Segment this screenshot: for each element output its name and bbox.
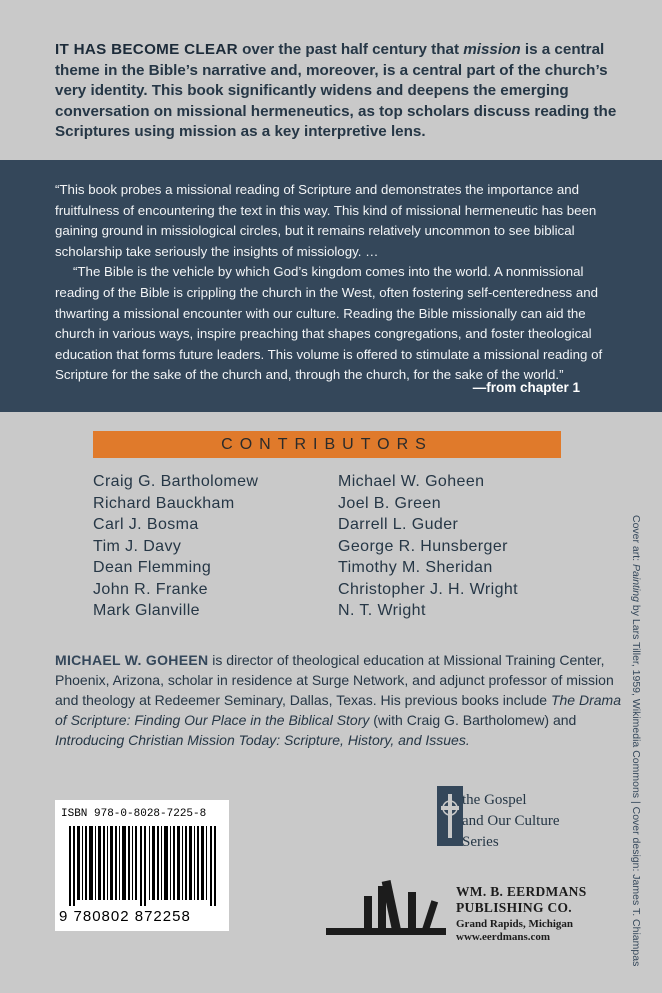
intro-lead: IT HAS BECOME CLEAR <box>55 41 238 58</box>
contributor-name: John R. Franke <box>93 580 208 598</box>
barcode-digits: 9 780802 872258 <box>59 908 191 925</box>
contributor-name: Richard Bauckham <box>93 494 235 512</box>
contributor-name: Joel B. Green <box>338 494 442 512</box>
isbn-number: ISBN 978-0-8028-7225-8 <box>61 808 207 820</box>
publisher-name-1: WM. B. EERDMANS <box>456 884 587 899</box>
contributor-name: Darrell L. Guder <box>338 516 459 533</box>
cover-art-title: Painting <box>630 564 642 602</box>
book-title-1: The Drama of Scripture: Finding Our Place in the Biblical Story <box>55 692 621 728</box>
quote-paragraph-1: “This book probes a missional reading of Scripture and demonstrates the importance and fruitfulness of encountering the text in this way. This kind of missional hermeneutic has been gaining ground in missiological circles, but it remains relatively uncommon to see biblical scholarship take seriously the insights of missiology. … <box>55 182 597 259</box>
cover-art-label: Cover art: <box>630 515 642 565</box>
contributor-name: Tim J. Davy <box>93 537 182 555</box>
book-title-2: Introducing Christian Mission Today: Scripture, History, and Issues. <box>55 732 470 748</box>
series-name <box>462 790 559 853</box>
cover-design-credit: Cover design: James T. Chiampas <box>630 806 642 967</box>
series-cross-icon <box>437 786 463 846</box>
contributors-heading: CONTRIBUTORS <box>93 431 561 458</box>
isbn-barcode <box>55 800 229 931</box>
author-name: MICHAEL W. GOHEEN <box>55 652 209 668</box>
cover-credits <box>630 515 642 966</box>
publisher-url: www.eerdmans.com <box>456 931 551 943</box>
bio-text-2: (with Craig G. Bartholomew) and <box>369 712 577 728</box>
credit-separator: | <box>630 798 642 807</box>
quote-text <box>55 180 615 386</box>
intro-text-2: is a central theme in the Bible’s narrative and, moreover, is a central part of the church’s very identity. This book significantly widens and deepens the emerging conversation on missional hermeneutics, as top scholars discuss reading the Scriptures using mission as a key interpretive lens. <box>55 41 617 140</box>
contributors-left-column <box>93 471 258 622</box>
contributor-name: George R. Hunsberger <box>338 537 508 555</box>
contributor-name: Timothy M. Sheridan <box>338 559 493 576</box>
series-line-3: Series <box>462 834 499 850</box>
series-line-2: and Our Culture <box>462 813 560 829</box>
quote-paragraph-2: “The Bible is the vehicle by which God’s kingdom comes into the world. A nonmissional reading of the Bible is crippling the church in the West, often fostering self-centeredness and thwarting a missional encounter with our culture. Reading the Bible missionally can aid the church in various ways, inspire preaching that shapes congregations, and foster theological education that forms future leaders. This volume is offered to stimulate a missional reading of Scripture for the sake of the church and, through the church, for the sake of the world.” <box>55 264 603 383</box>
bio-text-1: is director of theological education at Missional Training Center, Phoenix, Arizona, scholar in residence at Surge Network, and adjunct professor of mission and theology at Redeemer Seminary, Dallas, Texas. His previous books include <box>55 652 614 708</box>
quote-band <box>0 160 662 412</box>
contributor-name: Craig G. Bartholomew <box>93 473 259 490</box>
publisher-info <box>456 884 587 944</box>
contributor-name: Carl J. Bosma <box>93 516 199 533</box>
contributor-name: Dean Flemming <box>93 559 212 576</box>
intro-text-1: over the past half century that <box>237 41 464 58</box>
quote-attribution: —from chapter 1 <box>472 380 580 395</box>
author-bio <box>55 650 630 750</box>
series-line-1: the Gospel <box>462 792 527 808</box>
contributor-name: Michael W. Goheen <box>338 473 485 490</box>
contributor-name: N. T. Wright <box>338 602 426 619</box>
contributor-name: Christopher J. H. Wright <box>338 580 519 598</box>
intro-emphasis: mission <box>463 41 521 58</box>
contributors-right-column <box>338 471 518 622</box>
publisher-city: Grand Rapids, Michigan <box>456 918 574 930</box>
barcode-bars <box>69 826 217 906</box>
intro-blurb <box>55 40 625 143</box>
contributor-name: Mark Glanville <box>93 602 200 619</box>
eerdmans-logo-icon <box>326 872 446 938</box>
publisher-name-2: PUBLISHING CO. <box>456 900 572 915</box>
cover-art-source: by Lars Tiller, 1959, Wikimedia Commons <box>630 601 642 799</box>
